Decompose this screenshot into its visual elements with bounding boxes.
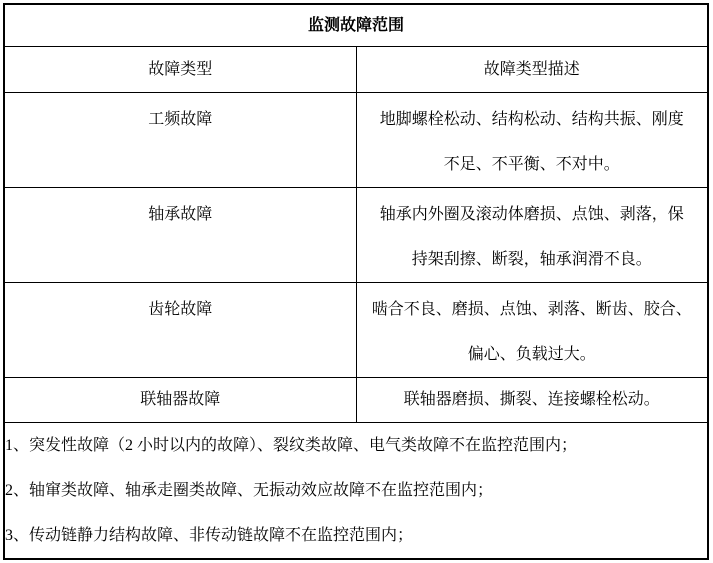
note-line-1: 1、突发性故障（2 小时以内的故障）、裂纹类故障、电气类故障不在监控范围内； [5, 437, 578, 454]
col-header-fault-desc: 故障类型描述 [356, 47, 708, 93]
desc-line: 不足、不平衡、不对中。 [443, 156, 620, 173]
desc-line: 轴承内外圈及滚动体磨损、点蚀、剥落，保 [379, 206, 684, 223]
fault-desc-cell [356, 378, 708, 423]
desc-line: 啮合不良、磨损、点蚀、剥落、断齿、胶合、 [371, 301, 692, 318]
header-row [4, 47, 708, 93]
fault-type-cell: 轴承故障 [4, 188, 356, 283]
note-line-2: 2、轴窜类故障、轴承走圈类故障、无振动效应故障不在监控范围内； [5, 482, 494, 499]
desc-line: 地脚螺栓松动、结构松动、结构共振、刚度 [379, 111, 684, 128]
table-title: 监测故障范围 [4, 4, 708, 47]
table-row-coupling-fault [4, 378, 708, 423]
fault-type-cell: 工频故障 [4, 93, 356, 188]
desc-line: 偏心、负载过大。 [467, 346, 596, 363]
fault-type-cell: 齿轮故障 [4, 283, 356, 378]
fault-desc-cell [356, 283, 708, 378]
note-line-3: 3、传动链静力结构故障、非传动链故障不在监控范围内； [5, 527, 414, 544]
fault-desc-cell [356, 93, 708, 188]
title-row [4, 4, 708, 47]
fault-type-cell: 联轴器故障 [4, 378, 356, 423]
desc-line: 持架刮擦、断裂，轴承润滑不良。 [411, 251, 652, 268]
fault-desc-cell [356, 188, 708, 283]
table-row-bearing-fault [4, 188, 708, 283]
notes-cell [4, 423, 708, 560]
desc-line: 联轴器磨损、撕裂、连接螺栓松动。 [403, 391, 660, 408]
table-row-gear-fault [4, 283, 708, 378]
table-row-power-frequency-fault [4, 93, 708, 188]
col-header-fault-type: 故障类型 [4, 47, 356, 93]
fault-range-table [3, 3, 709, 560]
notes-row [4, 423, 708, 560]
